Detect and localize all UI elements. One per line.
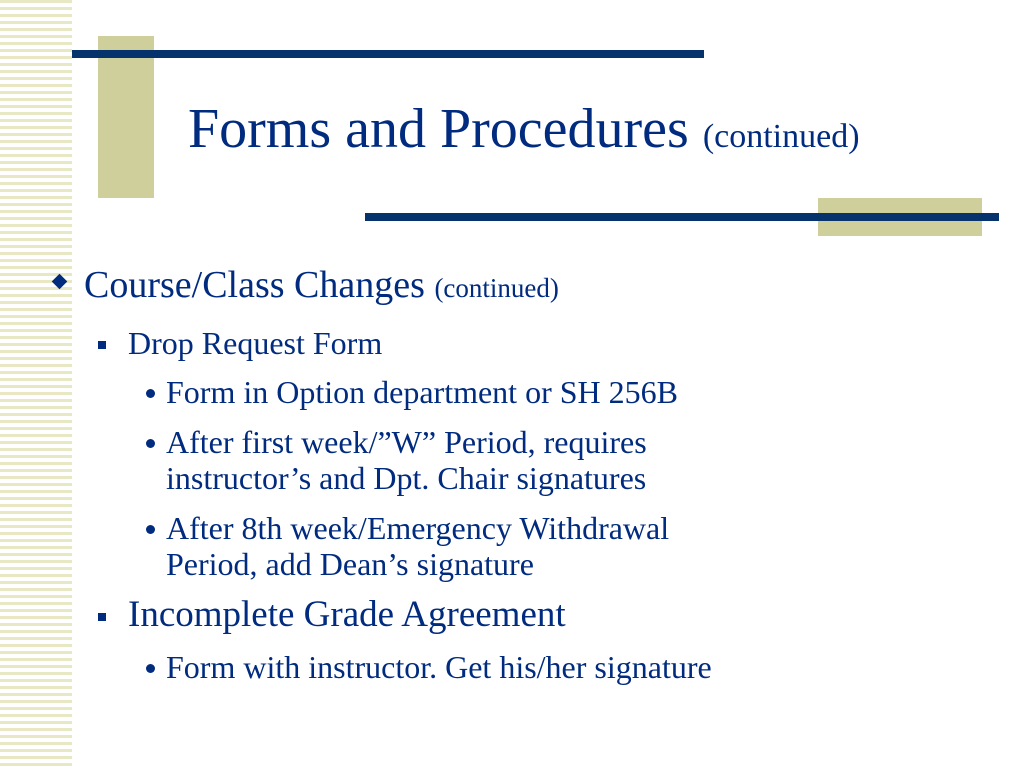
dot-bullet-icon [146,525,155,534]
drop-item [166,424,647,496]
section-heading-suffix: (continued) [434,273,559,303]
section-heading-text: Course/Class Changes [84,264,425,306]
title-main: Forms and Procedures [188,98,689,160]
drop-item-text: After 8th week/Emergency Withdrawal [166,510,670,546]
section-heading [84,262,559,311]
square-bullet-icon [98,613,106,621]
drop-form-heading [128,324,382,362]
diamond-bullet-icon [52,274,68,290]
square-bullet-icon [98,341,106,349]
drop-form-heading-text: Drop Request Form [128,325,383,361]
drop-item-text: After first week/”W” Period, requires [166,424,647,460]
incomplete-item [166,649,712,685]
drop-item [166,374,678,410]
title-suffix: (continued) [702,118,860,155]
drop-item-text-continued: instructor’s and Dpt. Chair signatures [166,460,647,496]
drop-item [166,510,669,582]
drop-item-text-continued: Period, add Dean’s signature [166,546,534,582]
incomplete-heading-text: Incomplete Grade Agreement [128,594,566,635]
dot-bullet-icon [146,439,155,448]
dot-bullet-icon [146,389,155,398]
dot-bullet-icon [146,664,155,673]
drop-item-text: Form in Option department or SH 256B [166,374,678,410]
incomplete-item-text: Form with instructor. Get his/her signature [166,649,712,685]
incomplete-heading [128,593,566,637]
